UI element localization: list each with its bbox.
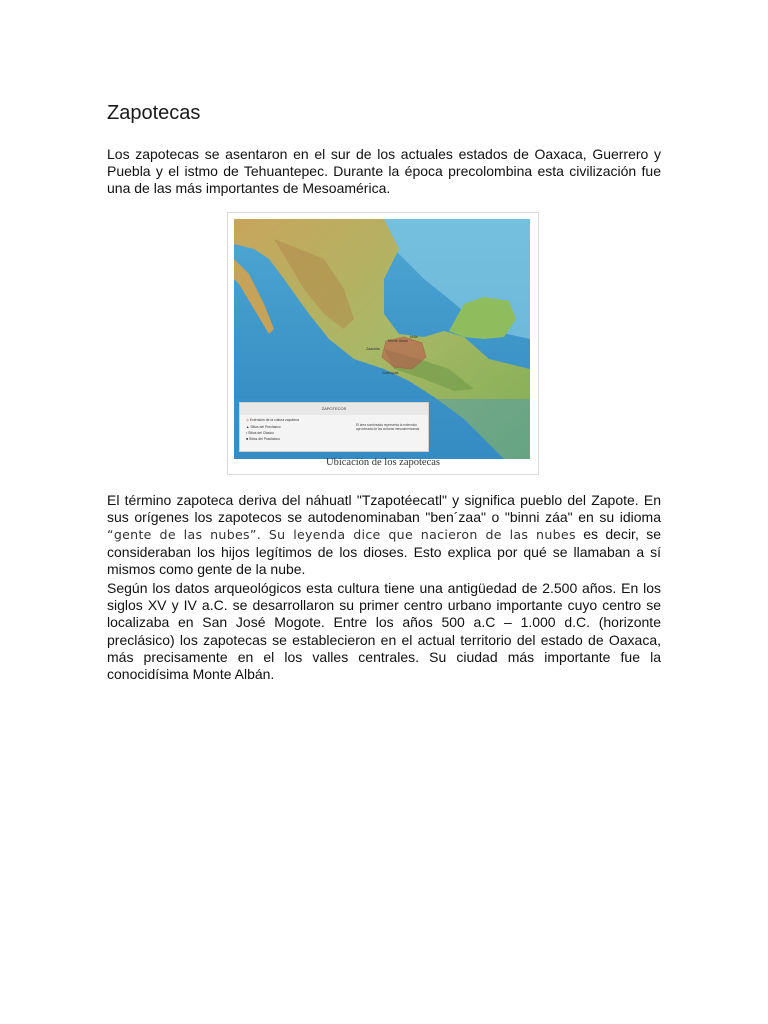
map-label-mitla: Mitla [410,335,418,339]
legend-item: • Sitios del Clásico [246,431,274,435]
legend-item: ◎ Extensión de la cultura zapoteca [246,418,299,422]
map-label-monte-alban: Monte Albán [388,339,408,343]
etymology-paragraph [107,492,661,578]
etymology-part3: es decir, se consideraban los hijos legítimos de los dioses. Esto explica por qué se llamaban a sí mismos como gente de la nube. [107,526,662,577]
legend-item: ▲ Sitios del Preclásico [246,425,281,429]
map-image [234,219,530,459]
map-figure [227,212,539,475]
map-label-guiengola: Guiengola [382,371,399,375]
figure-caption: Ubicación de los zapotecas [326,457,440,468]
history-paragraph: Según los datos arqueológicos esta cultura tiene una antigüedad de 2.500 años. En los siglos XV y IV a.C. se desarrollaron su primer centro urbano importante cuyo centro se localizaba en San José Mogote. Entre los años 500 a.C – 1.000 d.C. (horizonte preclásico) los zapotecas se establecieron en el actual territorio del estado de Oaxaca, más precisamente en el los valles centrales. Su ciudad más importante fue la conocidísima Monte Albán. [107,580,661,683]
page-title: Zapotecas [107,102,201,124]
etymology-part2: “gente de las nubes”. Su leyenda dice que nacieron de las nubes [107,527,576,543]
map-legend [239,402,429,452]
etymology-part1: El término zapoteca deriva del náhuatl "Tzapotéecatl" y significa pueblo del Zapote. En sus orígenes los zapotecos se autodenominaban "ben´zaa" o "binni záa" en su idioma [107,492,661,526]
legend-title: ZAPOTECOS [240,403,428,415]
map-label-zaachila: Zaachila [366,347,380,351]
legend-note: El área sombreada representa la extensión aproximada de las culturas mesoamericanas [356,423,420,431]
intro-paragraph: Los zapotecas se asentaron en el sur de los actuales estados de Oaxaca, Guerrero y Puebla y el istmo de Tehuantepec. Durante la época precolombina esta civilización fue una de las más importantes de Mesoamérica. [107,146,661,197]
legend-item: ■ Sitios del Posclásico [246,437,280,441]
